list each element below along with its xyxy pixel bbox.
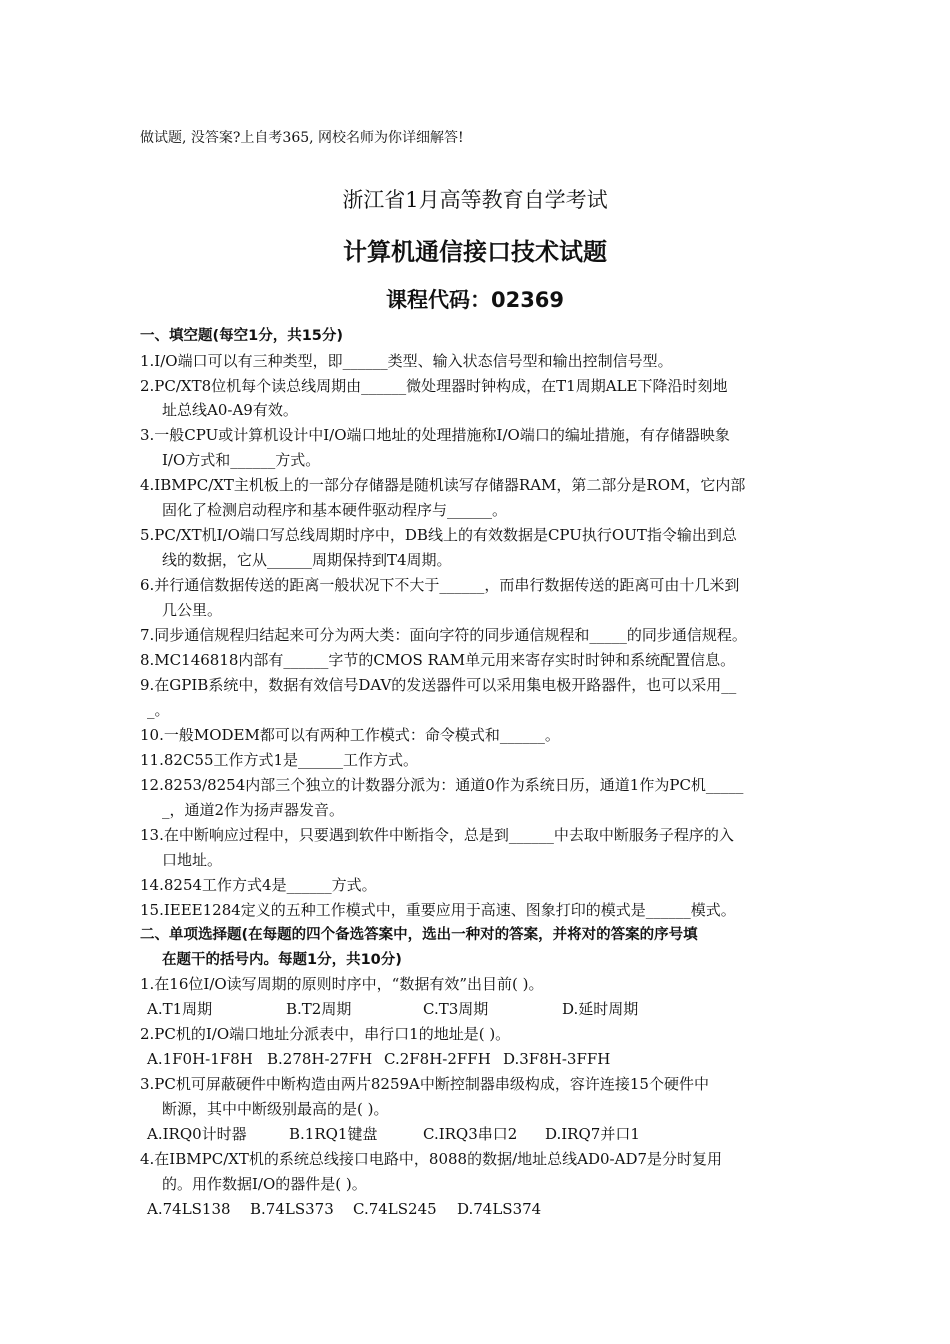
question-line: 11.82C55工作方式1是______工作方式。 bbox=[140, 751, 419, 769]
question-line: 1.I/O端口可以有三种类型，即______类型、输入状态信号型和输出控制信号型。 bbox=[140, 352, 673, 370]
option-c: C.T3周期 bbox=[423, 1000, 489, 1018]
subject-title: 计算机通信接口技术试题 bbox=[343, 238, 607, 266]
question-line: 13.在中断响应过程中，只要遇到软件中断指令，总是到______中去取中断服务子程序的入 bbox=[140, 826, 734, 844]
option-a: A.IRQ0计时器 bbox=[147, 1125, 247, 1143]
option-b: B.278H-27FH bbox=[267, 1050, 373, 1068]
question-line: 14.8254工作方式4是______方式。 bbox=[140, 876, 377, 894]
question-line: I/O方式和______方式。 bbox=[162, 451, 321, 469]
course-code: 课程代码：02369 bbox=[385, 288, 565, 312]
promo-banner: 做试题, 没答案?上自考365, 网校名师为你详细解答! bbox=[140, 130, 464, 146]
question-line: 5.PC/XT机I/O端口写总线周期时序中，DB线上的有效数据是CPU执行OUT指令输出到总 bbox=[140, 526, 737, 544]
question-line: 3.一般CPU或计算机设计中I/O端口地址的处理措施称I/O端口的编址措施，有存储器映象 bbox=[140, 426, 730, 444]
question-line: 10.一般MODEM都可以有两种工作模式：命令模式和______。 bbox=[140, 726, 560, 744]
question-line: 6.并行通信数据传送的距离一般状况下不大于______，而串行数据传送的距离可由十几米到 bbox=[140, 576, 740, 594]
section1-heading: 一、填空题(每空1分，共15分) bbox=[140, 328, 344, 344]
choice-question-cont: 断源，其中中断级别最高的是( )。 bbox=[162, 1100, 389, 1118]
section2-heading: 二、单项选择题(在每题的四个备选答案中，选出一种对的答案，并将对的答案的序号填 bbox=[140, 927, 698, 943]
exam-title: 浙江省1月高等教育自学考试 bbox=[342, 188, 608, 212]
choice-question: 1.在16位I/O读写周期的原则时序中，“数据有效”出目前( )。 bbox=[140, 975, 544, 993]
question-line: 8.MC146818内部有______字节的CMOS RAM单元用来寄存实时时钟和系统配置信息。 bbox=[140, 651, 736, 669]
question-line: 线的数据，它从______周期保持到T4周期。 bbox=[162, 551, 452, 569]
option-c: C.2F8H-2FFH bbox=[384, 1050, 491, 1068]
choice-question: 2.PC机的I/O端口地址分派表中，串行口1的地址是( )。 bbox=[140, 1025, 511, 1043]
question-line: 9.在GPIB系统中，数据有效信号DAV的发送器件可以采用集电极开路器件，也可以采用__ bbox=[140, 676, 737, 694]
question-line: 口地址。 bbox=[162, 851, 223, 869]
question-line: 12.8253/8254内部三个独立的计数器分派为：通道0作为系统日历，通道1作为PC机_____ bbox=[140, 776, 744, 794]
option-d: D.3F8H-3FFH bbox=[503, 1050, 611, 1068]
question-line: 4.IBMPC/XT主机板上的一部分存储器是随机读写存储器RAM，第二部分是ROM，它内部 bbox=[140, 476, 746, 494]
question-line: 址总线A0-A9有效。 bbox=[162, 401, 298, 419]
option-a: A.74LS138 bbox=[147, 1200, 231, 1218]
question-line: 几公里。 bbox=[162, 601, 223, 619]
section2-heading-cont: 在题干的括号内。每题1分，共10分) bbox=[162, 952, 402, 968]
choice-question: 4.在IBMPC/XT机的系统总线接口电路中，8088的数据/地址总线AD0-AD7是分时复用 bbox=[140, 1150, 723, 1168]
question-line: _。 bbox=[147, 701, 170, 719]
option-d: D.延时周期 bbox=[562, 1000, 639, 1018]
choice-question-cont: 的。用作数据I/O的器件是( )。 bbox=[162, 1175, 367, 1193]
question-line: 15.IEEE1284定义的五种工作模式中，重要应用于高速、图象打印的模式是______模式。 bbox=[140, 901, 736, 919]
option-d: D.IRQ7并口1 bbox=[545, 1125, 640, 1143]
option-a: A.1F0H-1F8H bbox=[147, 1050, 253, 1068]
option-b: B.74LS373 bbox=[250, 1200, 334, 1218]
option-d: D.74LS374 bbox=[457, 1200, 542, 1218]
option-c: C.74LS245 bbox=[353, 1200, 437, 1218]
question-line: 2.PC/XT8位机每个读总线周期由______微处理器时钟构成，在T1周期ALE下降沿时刻地 bbox=[140, 377, 728, 395]
option-a: A.T1周期 bbox=[147, 1000, 213, 1018]
question-line: 7.同步通信规程归结起来可分为两大类：面向字符的同步通信规程和_____的同步通信规程。 bbox=[140, 626, 747, 644]
choice-question: 3.PC机可屏蔽硬件中断构造由两片8259A中断控制器串级构成，容许连接15个硬件中 bbox=[140, 1075, 709, 1093]
option-b: B.T2周期 bbox=[286, 1000, 352, 1018]
option-c: C.IRQ3串口2 bbox=[423, 1125, 518, 1143]
question-line: 固化了检测启动程序和基本硬件驱动程序与______。 bbox=[162, 501, 508, 519]
question-line: _，通道2作为扬声器发音。 bbox=[162, 801, 345, 819]
option-b: B.1RQ1键盘 bbox=[289, 1125, 378, 1143]
